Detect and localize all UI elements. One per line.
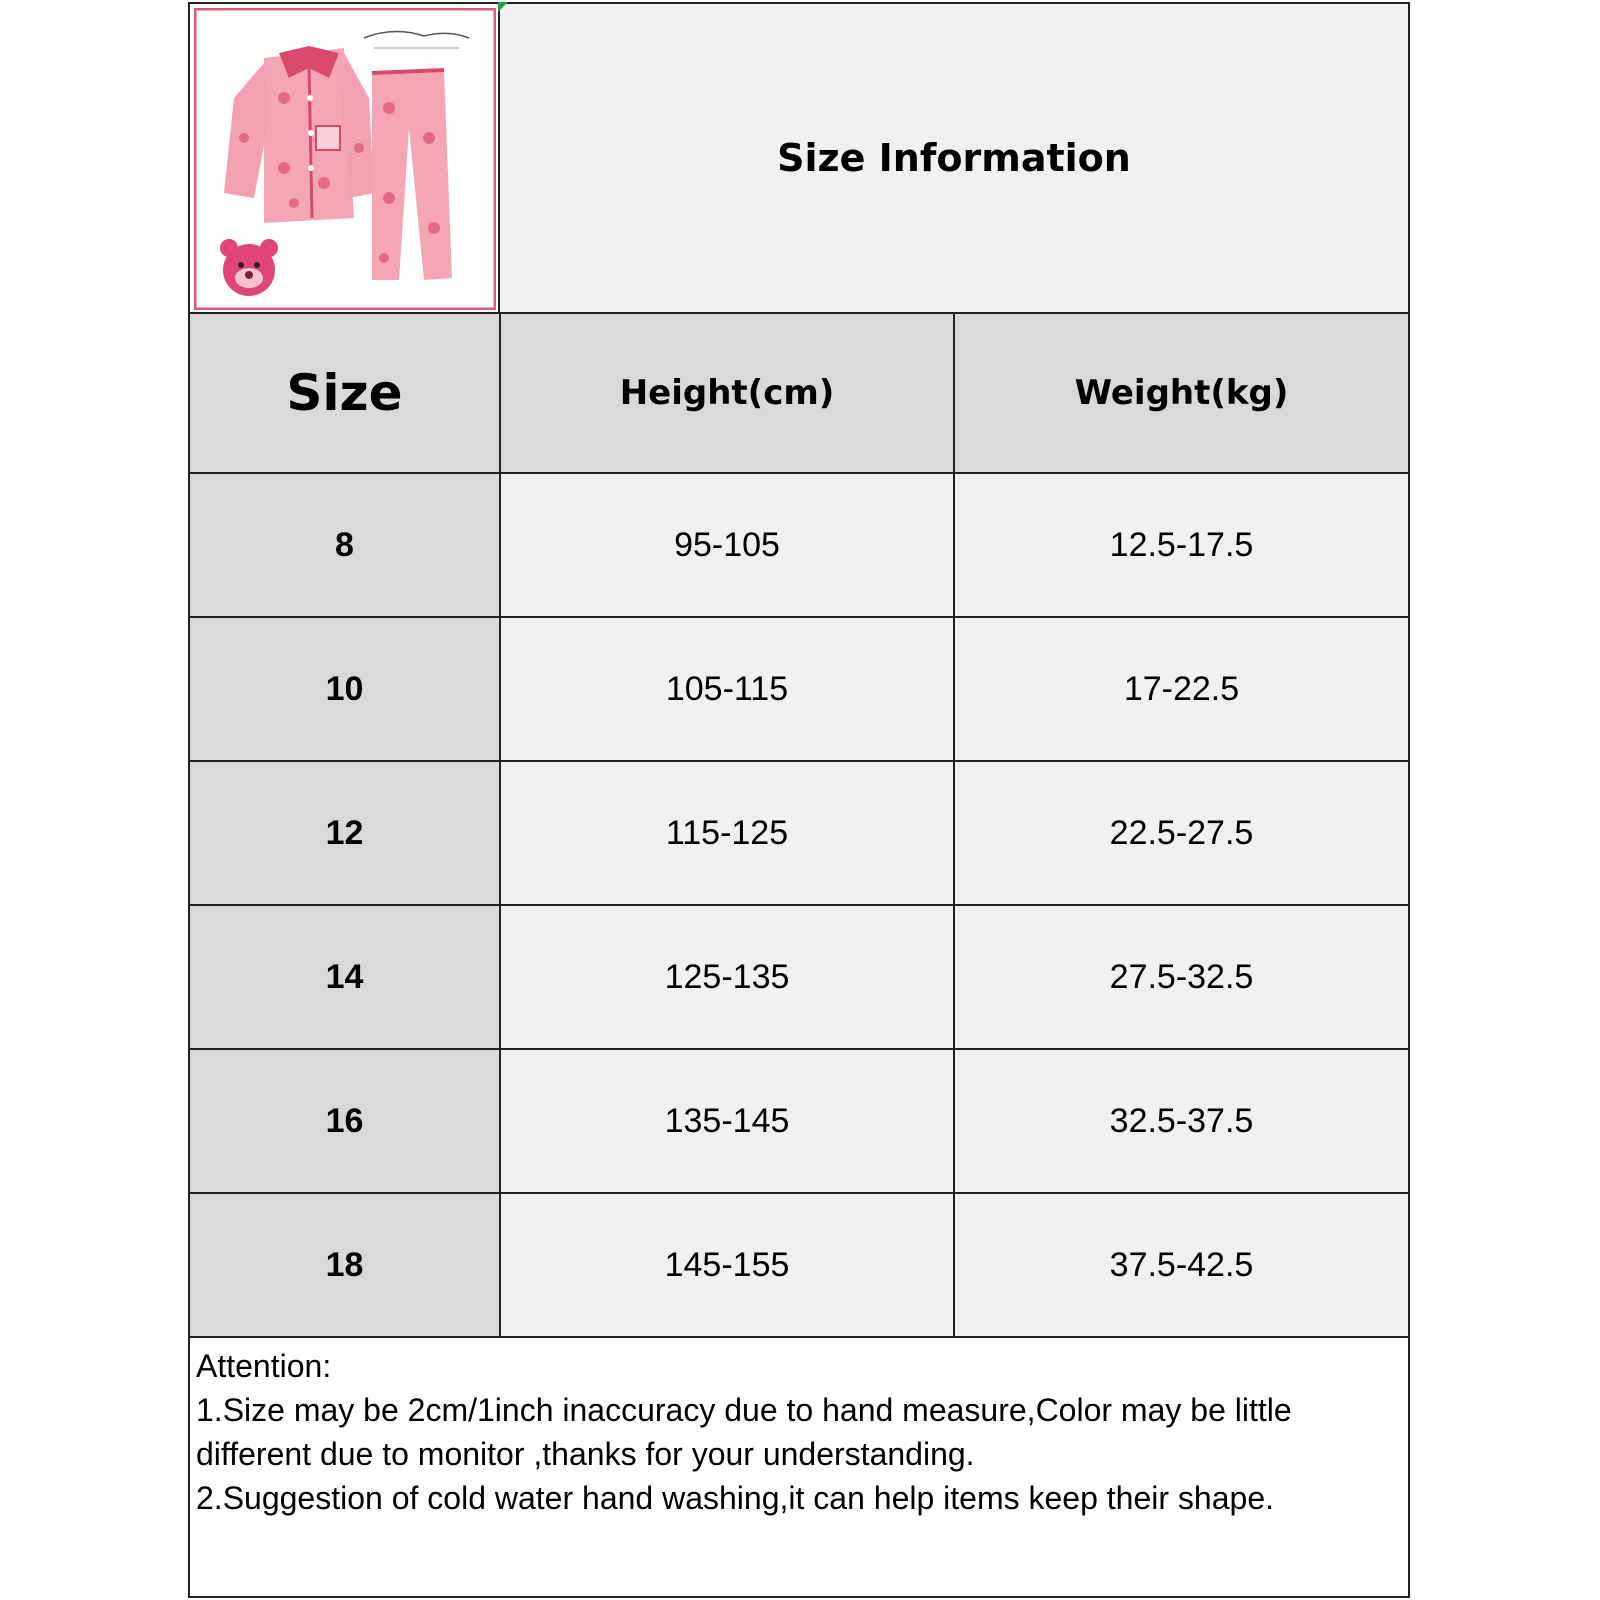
table-header-row: [190, 314, 1408, 473]
table-row: [190, 617, 1408, 761]
table-row: [190, 905, 1408, 1049]
column-header-height: Height(cm): [500, 314, 954, 473]
notes-line-1: 1.Size may be 2cm/1inch inaccuracy due to hand measure,Color may be little different due to monitor ,thanks for your understanding.: [196, 1392, 1292, 1472]
table-row: [190, 1049, 1408, 1193]
size-value: 12: [190, 761, 500, 905]
height-value: 115-125: [500, 761, 954, 905]
weight-value: 27.5-32.5: [954, 905, 1408, 1049]
size-value: 10: [190, 617, 500, 761]
weight-value: 32.5-37.5: [954, 1049, 1408, 1193]
product-image: [190, 4, 500, 314]
column-header-weight: Weight(kg): [954, 314, 1408, 473]
height-value: 145-155: [500, 1193, 954, 1337]
size-value: 8: [190, 473, 500, 617]
page-title: Size Information: [777, 136, 1131, 180]
notes-heading: Attention:: [196, 1348, 332, 1384]
size-value: 16: [190, 1049, 500, 1193]
table-row: [190, 1193, 1408, 1337]
size-chart-sheet: [188, 2, 1410, 1598]
size-value: 18: [190, 1193, 500, 1337]
height-value: 135-145: [500, 1049, 954, 1193]
page-title-cell: [500, 4, 1408, 314]
weight-value: 12.5-17.5: [954, 473, 1408, 617]
attention-notes: [190, 1340, 1408, 1596]
height-value: 95-105: [500, 473, 954, 617]
weight-value: 22.5-27.5: [954, 761, 1408, 905]
table-row: [190, 473, 1408, 617]
weight-value: 17-22.5: [954, 617, 1408, 761]
weight-value: 37.5-42.5: [954, 1193, 1408, 1337]
pajama-illustration: [194, 8, 496, 310]
size-table: [190, 314, 1408, 1338]
size-value: 14: [190, 905, 500, 1049]
table-row: [190, 761, 1408, 905]
height-value: 125-135: [500, 905, 954, 1049]
height-value: 105-115: [500, 617, 954, 761]
cell-corner-marker: [498, 2, 508, 12]
column-header-size: Size: [190, 314, 500, 473]
notes-line-2: 2.Suggestion of cold water hand washing,it can help items keep their shape.: [196, 1480, 1274, 1516]
